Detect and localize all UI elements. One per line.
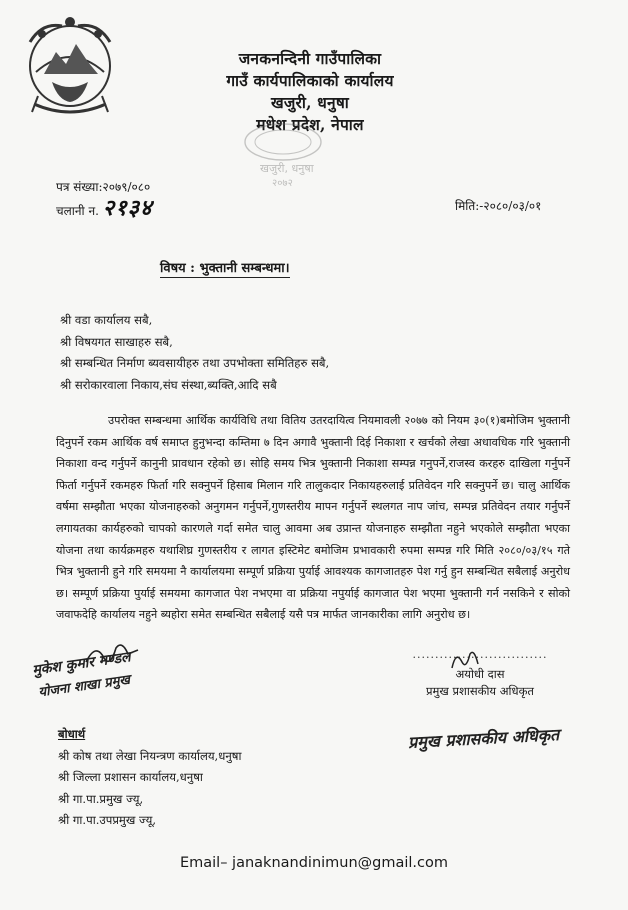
patra-sankhya [56,176,153,198]
left-signer-name: मुकेश कुमार मण्डल [31,649,132,679]
title-stamp: प्रमुख प्रशासकीय अधिकृत [407,725,560,752]
left-signer-title: योजना शाखा प्रमुख [37,672,132,701]
recipient-item: श्री सम्बन्धित निर्माण ब्यवसायीहरु तथा उपभोक्ता समितिहरु सबै, [60,356,330,370]
cc-item: श्री कोष तथा लेखा नियन्त्रण कार्यालय,धनुषा [58,748,242,763]
cc-item: श्री गा.पा.उपप्रमुख ज्यू, [58,813,157,827]
signature-line: .............................. [412,648,548,661]
chalani-value: २१३४ [102,196,153,221]
seal-text-line2: २०७२ [272,178,293,189]
letter-date [455,197,541,214]
office-seal-icon [238,118,328,190]
footer-email: Email– janaknandinimun@gmail.com [179,855,449,871]
letter-body: उपरोक्त सम्बन्धमा आर्थिक कार्यविधि तथा वितिय उतरदायित्व नियमावली २०७७ को नियम ३०(१)बमोजिम भुक्तानी दिनुपर्ने रकम आर्थिक वर्ष समाप्त हुनुभन्दा कम्तिमा ७ दिन अगावै भुक्तानी दिई निकाशा र खर्चको लेखा अधावधिक गरि भुक्तानी निकाशा वन्द गर्नुपर्ने कानुनी प्रावधान रहेको छ। सोहि समय भित्र भुक्तानी निकाशा सम्पन्न गनुपर्ने,राजस्व करहरु दाखिला गर्नुपर्ने फिर्ता गर्नुपर्ने रकमहरु फिर्ता गरि सक्नुपर्ने हिसाब मिलान गरि तालुकदार निकायहरुलाई प्रतिवेदन गरि सक्नुपर्ने छ। चालु आर्थिक वर्षमा सम्झौता भएका योजनाहरुको अनुगमन गर्नुपर्ने,गुणस्तरीय मापन गर्नुपर्ने स्थलगत नाप जांच, सम्पन्न प्रतिवेदन तयार गर्नुपर्ने लगायतका कार्यहरुको चापको कारणले गर्दा समेत चालु आवमा अब उप्रान्त योजनाहरु सम्झौता नहुने भएकोले सम्झौता भएका योजना तथा कार्यक्रमहरु यथाशिघ्र गुणस्तरीय र लागत इस्टिमेट बमोजिम प्रभावकारी रुपमा सम्पन्न गरि मिति २०८०/०३/१५ गते भित्र भुक्तानी हुने गरि समयमा नै कार्यालयमा सम्पूर्ण प्रक्रिया पुर्याई आवश्यक कागजातहरु पेश गर्नु हुन सम्बन्धित सबैलाई अनुरोध छ। सम्पूर्ण प्रक्रिया पुर्याई समयमा कागजात पेश नभएमा वा प्रक्रिया नपुर्याई कागजात पेश भएमा भुक्तानी गर्न नसकिने र सोको जवाफदेहि कार्यालय नहुने ब्यहोरा समेत सम्बन्धित सबैलाई यसै पत्र मार्फत जानकारीका लागि अनुरोध छ। [56,414,570,622]
seal-text-line1: खजुरी, धनुषा [260,162,314,175]
right-signature [400,648,560,700]
cc-list [58,724,242,832]
nepal-emblem-icon [22,12,118,120]
cc-heading: बोधार्थ [58,727,86,741]
date-value: -२०८०/०३/०१ [479,199,542,213]
date-label: मिति: [455,199,480,213]
office-province: मधेश प्रदेश, नेपाल [256,115,364,134]
recipient-item: श्री सरोकारवाला निकाय,संघ संस्था,ब्यक्ति,आदि सबै [60,377,277,392]
patra-value: २०७९/०८० [102,180,151,194]
office-type: गाउँ कार्यपालिकाको कार्यालय [226,71,394,90]
office-location: खजुरी, धनुषा [270,93,350,112]
cc-item: श्री जिल्ला प्रशासन कार्यालय,धनुषा [58,770,203,784]
office-name: जनकनन्दिनी गाउँपालिका [238,49,382,68]
recipient-item: श्री वडा कार्यालय सबै, [60,313,153,327]
reference-block [56,176,153,222]
chalani-label: चलानी न. [56,204,99,218]
recipient-list [60,310,329,396]
cc-item: श्री गा.पा.प्रमुख ज्यू, [58,791,144,806]
recipient-item: श्री विषयगत साखाहरु सबै, [60,334,173,349]
patra-label: पत्र संख्या: [56,180,103,194]
chalani-number [56,198,153,222]
right-signer-title: प्रमुख प्रशासकीय अधिकृत [426,684,534,698]
subject-text: विषय : भुक्तानी सम्बन्धमा। [160,261,290,276]
left-signature [32,640,192,702]
right-signer-name: अयोधी दास [455,667,505,681]
subject-line [160,258,290,276]
